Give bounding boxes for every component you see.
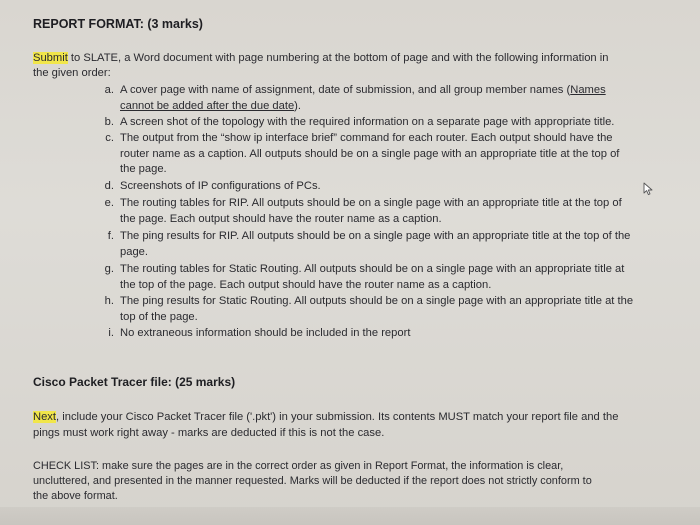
checklist-line-2: uncluttered, and presented in the manner requested. Marks will be deducted if the report does not strictly conform to — [33, 475, 592, 487]
list-item-f — [94, 229, 684, 261]
item-b-line-1: A screen shot of the topology with the required information on a separate page with appropriate title. — [120, 116, 615, 128]
list-marker: h. — [104, 295, 114, 307]
list-item-text — [120, 179, 680, 195]
checklist-line-3: the above format. — [33, 490, 118, 502]
checklist-line-1: CHECK LIST: make sure the pages are in the correct order as given in Report Format, the information is clear, — [33, 460, 564, 472]
due-date-underlined: cannot be added after the due date — [120, 99, 295, 112]
list-marker: a. — [104, 84, 114, 96]
list-item-text — [120, 326, 680, 342]
packet-tracer-heading: Cisco Packet Tracer file: (25 marks) — [33, 375, 236, 389]
item-f-line-1: The ping results for RIP. All outputs should be on a single page with an appropriate title at the top of the — [120, 230, 631, 242]
intro-line-1 — [33, 50, 608, 66]
list-marker: f. — [107, 230, 114, 242]
list-item-e — [94, 196, 684, 228]
item-a-line-1: A cover page with name of assignment, date of submission, and all group member names ( — [120, 84, 571, 96]
list-marker: b. — [104, 116, 114, 128]
list-item-a — [94, 83, 684, 115]
list-item-text — [120, 229, 680, 260]
item-c-line-1: The output from the “show ip interface brief” command for each router. Each output should have the — [120, 132, 613, 144]
list-item-text — [120, 83, 680, 114]
item-g-line-2: the top of the page. Each output should have the router name as a caption. — [120, 278, 492, 291]
list-item-b — [94, 115, 684, 131]
next-highlight: Next — [33, 411, 57, 423]
report-format-heading: REPORT FORMAT: (3 marks) — [33, 17, 203, 31]
packet-tracer-line-2: pings must work right away - marks are deducted if this is not the case. — [33, 427, 385, 439]
list-item-h — [94, 294, 684, 326]
list-item-text — [120, 196, 680, 227]
submit-highlight: Submit — [33, 52, 68, 64]
item-e-line-1: The routing tables for RIP. All outputs should be on a single page with an appropriate title at the top of — [120, 197, 622, 209]
item-f-line-2: page. — [120, 245, 148, 258]
list-marker: e. — [104, 197, 114, 209]
list-item-g — [94, 262, 684, 294]
list-marker: g. — [104, 263, 114, 275]
list-item-c — [94, 131, 684, 179]
list-item-d — [94, 179, 684, 195]
mouse-pointer-icon — [643, 182, 654, 201]
packet-tracer-line-1 — [33, 409, 618, 425]
item-h-line-1: The ping results for Static Routing. All outputs should be on a single page with an appropriate title at the — [120, 295, 634, 307]
list-item-text — [120, 294, 680, 325]
list-item-i — [94, 326, 684, 342]
list-marker: d. — [104, 180, 114, 192]
intro-text-1: to SLATE, a Word document with page numbering at the bottom of page and with the following information in — [67, 52, 609, 64]
item-a-tail: ). — [294, 99, 302, 112]
intro-line-2: the given order: — [33, 67, 111, 79]
list-item-text — [120, 262, 680, 293]
item-d-line-1: Screenshots of IP configurations of PCs. — [120, 180, 321, 192]
list-item-text — [120, 131, 680, 178]
list-marker: i. — [108, 327, 114, 339]
item-e-line-2: the page. Each output should have the router name as a caption. — [120, 212, 442, 225]
item-c-line-2: router name as a caption. All outputs should be on a single page with an appropriate title at the top of — [120, 147, 620, 160]
item-h-line-2: top of the page. — [120, 310, 198, 323]
list-marker: c. — [105, 132, 114, 144]
item-g-line-1: The routing tables for Static Routing. All outputs should be on a single page with an appropriate title at — [120, 263, 625, 275]
packet-tracer-text-1: , include your Cisco Packet Tracer file ('.pkt') in your submission. Its contents MUST match your report file and the — [56, 411, 619, 423]
item-i-line-1: No extraneous information should be included in the report — [120, 327, 411, 339]
list-item-text — [120, 115, 680, 131]
page-bottom-shadow — [0, 507, 700, 525]
item-c-line-3: the page. — [120, 163, 167, 176]
names-underlined: Names — [570, 84, 606, 96]
